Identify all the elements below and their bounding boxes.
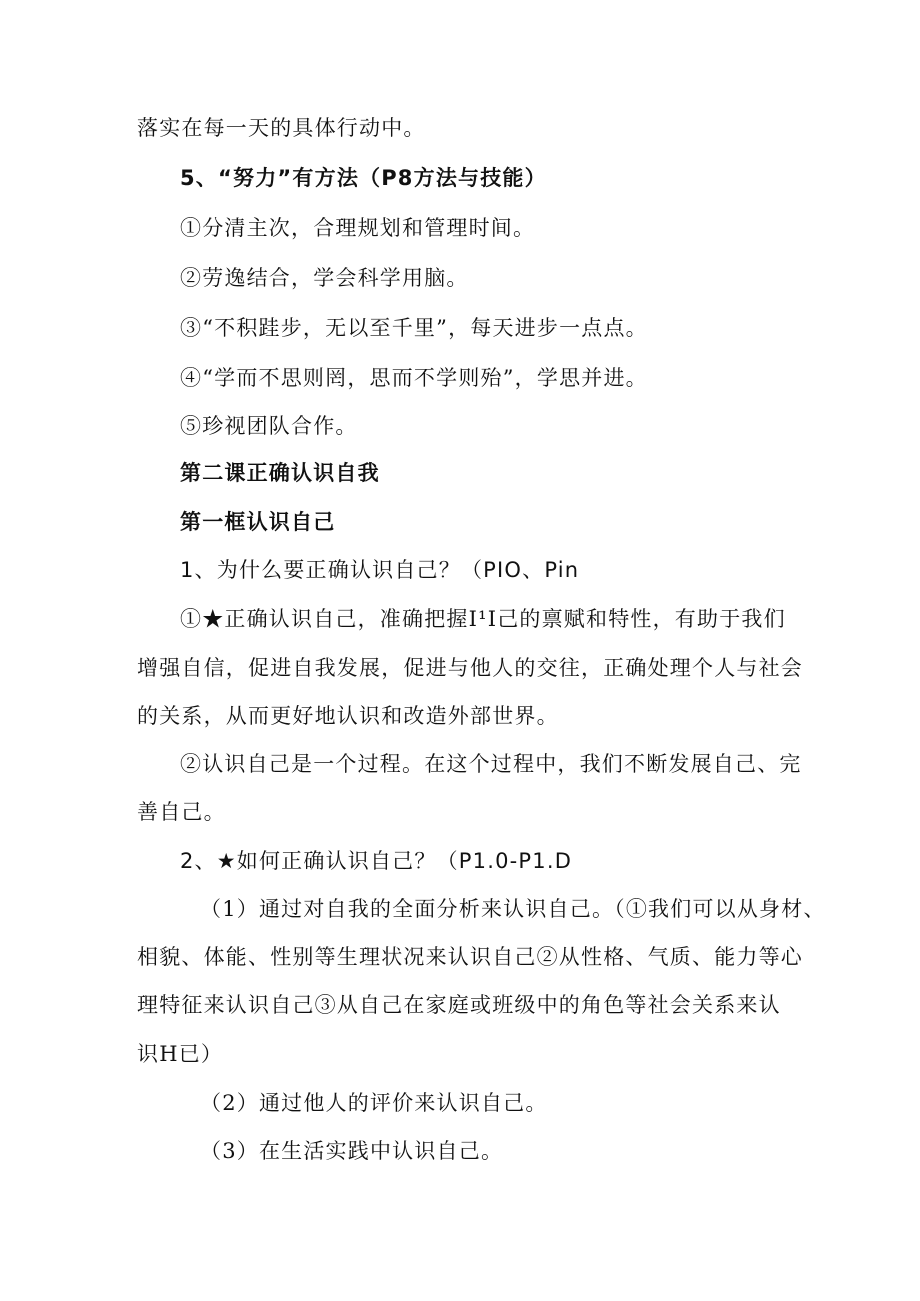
paragraph-line: ①★正确认识自己，准确把握I¹I己的禀赋和特性，有助于我们	[180, 607, 786, 631]
list-item-4: ④“学而不思则罔，思而不学则殆”，学思并进。	[180, 366, 648, 390]
text-line-continuation: 落实在每一天的具体行动中。	[137, 116, 426, 140]
frame-title: 第一框认识自己	[180, 510, 336, 534]
section-heading-effort-method: 5、“努力”有方法（P8方法与技能）	[180, 166, 547, 190]
paragraph-line: ②认识自己是一个过程。在这个过程中，我们不断发展自己、完	[180, 752, 802, 776]
paragraph-line: 增强自信，促进自我发展，促进与他人的交往，正确处理个人与社会	[137, 656, 803, 680]
method-item-2: （2）通过他人的评价来认识自己。	[200, 1091, 548, 1115]
question-heading-how: 2、★如何正确认识自己？（P1.0-P1.D	[180, 849, 573, 873]
paragraph-line: 善自己。	[137, 800, 226, 824]
list-item-2: ②劳逸结合，学会科学用脑。	[180, 266, 469, 290]
list-item-1: ①分清主次，合理规划和管理时间。	[180, 216, 536, 240]
paragraph-line: 识H已）	[137, 1042, 224, 1066]
paragraph-line: 相貌、体能、性别等生理状况来认识自己②从性格、气质、能力等心	[137, 945, 803, 969]
question-heading-why: 1、为什么要正确认识自己？（PIO、Pin	[180, 558, 580, 582]
lesson-title: 第二课正确认识自我	[180, 461, 380, 485]
list-item-3: ③“不积跬步，无以至千里”，每天进步一点点。	[180, 316, 648, 340]
paragraph-line: （1）通过对自我的全面分析来认识自己。（①我们可以从身材、	[200, 897, 826, 921]
paragraph-line: 的关系，从而更好地认识和改造外部世界。	[137, 704, 559, 728]
paragraph-line: 理特征来认识自己③从自己在家庭或班级中的角色等社会关系来认	[137, 993, 781, 1017]
method-item-3: （3）在生活实践中认识自己。	[200, 1139, 504, 1163]
list-item-5: ⑤珍视团队合作。	[180, 414, 358, 438]
